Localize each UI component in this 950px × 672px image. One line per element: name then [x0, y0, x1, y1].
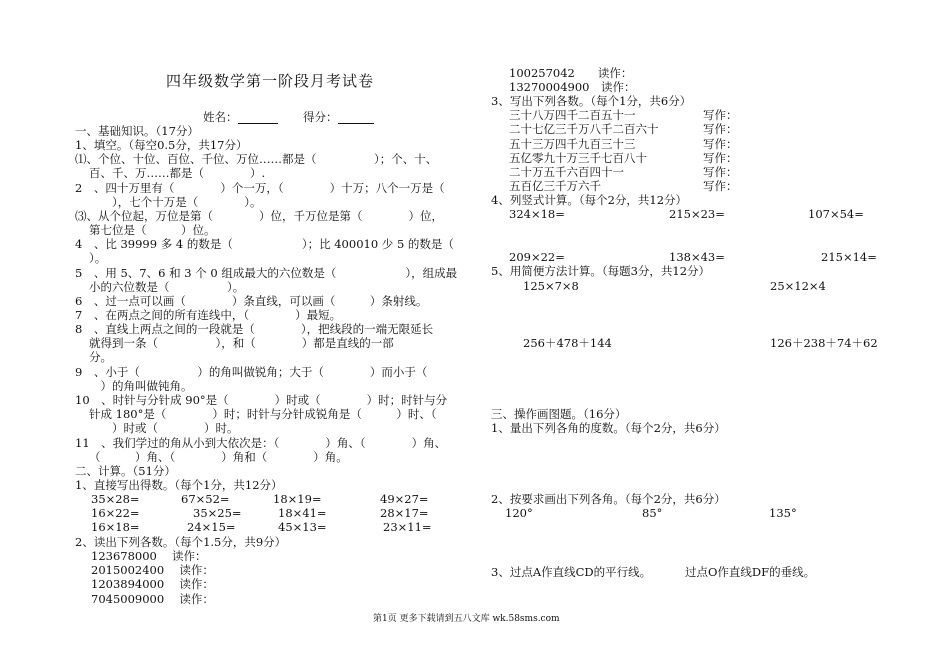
name-label: 姓名：: [203, 110, 238, 124]
section-2-heading: 二、计算。（51分）: [75, 464, 176, 478]
q2-line-2: ），七个十万是（ ）。: [89, 195, 262, 209]
q5-line-2: 小的六位数是（ ）。: [89, 280, 245, 294]
perpendicular-line-question: 过点O作直线DF的垂线。: [685, 565, 816, 579]
q8-line-3: 分。: [89, 350, 112, 364]
read-item: 123678000 读作：: [91, 549, 207, 563]
q9-line-1: 9 、小于（ ）的角叫做锐角；大于（ ）而小于（: [75, 365, 428, 379]
simplify-item: 25×12×4: [770, 279, 826, 293]
write-label: 写作：: [703, 108, 738, 122]
q11-line-2: （ ）角、（ ）角和（ ）角。: [89, 450, 348, 464]
write-label: 写作：: [703, 137, 738, 151]
q8-line-2: 就得到一条（ ），和（ ）都是直线的一部: [89, 336, 394, 350]
q10-line-2: 针成 180°是（ ）时；时针与分针成锐角是（ ）时、（: [89, 407, 437, 421]
write-item: 三十八万四千二百五十一: [509, 108, 636, 122]
write-label: 写作：: [703, 165, 738, 179]
score-blank: [338, 123, 374, 124]
oral-item: 16×18=: [91, 520, 140, 534]
q8-line-1: 8 、直线上两点之间的一段就是（ ），把线段的一端无限延长: [75, 322, 434, 336]
oral-item: 45×13=: [278, 520, 327, 534]
parallel-line-question: 3、过点A作直线CD的平行线。: [491, 565, 652, 579]
q4-line-2: ）。: [89, 251, 107, 265]
q11-line-1: 11 、我们学过的角从小到大依次是：（ ）角、（ ）角、: [75, 436, 447, 450]
write-item: 五十三万四千九百三十三: [509, 137, 636, 151]
vertical-calc-item: 209×22=: [509, 250, 565, 264]
oral-item: 18×19=: [273, 492, 322, 506]
write-item: 五百亿三千万六千: [509, 179, 601, 193]
vertical-calc-item: 138×43=: [669, 250, 725, 264]
read-item: 13270004900 读作：: [509, 80, 636, 94]
q5-line-1: 5 、用 5、7、6 和 3 个 0 组成最大的六位数是（ ），组成最: [75, 266, 458, 280]
oral-item: 35×25=: [193, 506, 242, 520]
q2-line-1: 2 、四十万里有（ ）个一万，（ ）十万；八个一万是（: [75, 181, 445, 195]
section-1-heading: 一、基础知识。（17分）: [75, 124, 199, 138]
page-footer: 第1页 更多下载请到五八文库 wk.58sms.com: [373, 614, 560, 624]
q1-line-2: 百、千、万……都是（ ）.: [89, 166, 266, 180]
measure-angle-question: 1、量出下列各角的度数。（每个2分，共6分）: [491, 421, 726, 435]
oral-item: 67×52=: [181, 492, 230, 506]
read-item: 7045009000 读作：: [91, 592, 214, 606]
q3-line-2: 第七位是（ ）位。: [89, 223, 216, 237]
read-item: 1203894000 读作：: [91, 577, 214, 591]
q1-line-1: ⑴、个位、十位、百位、千位、万位……都是（ ）；个、十、: [75, 152, 438, 166]
angle-135: 135°: [769, 506, 797, 520]
score-field: [303, 110, 374, 124]
write-item: 五亿零九十万三千七百八十: [509, 151, 647, 165]
write-label: 写作：: [703, 179, 738, 193]
fill-title: 1、填空。（每空0.5分，共17分）: [75, 138, 248, 152]
vertical-calc-item: 215×23=: [669, 207, 725, 221]
oral-item: 24×15=: [187, 520, 236, 534]
simplify-item: 126＋238＋74＋62: [770, 336, 878, 350]
q6-line: 6 、过一点可以画（ ）条直线，可以画（ ）条射线。: [75, 294, 428, 308]
write-label: 写作：: [703, 122, 738, 136]
name-blank: [238, 123, 278, 124]
read-item: 2015002400 读作：: [91, 563, 214, 577]
simplify-item: 256＋478＋144: [523, 336, 612, 350]
write-item: 二十万五千六百四十一: [509, 165, 624, 179]
oral-item: 16×22=: [91, 506, 140, 520]
vertical-calc-item: 215×14=: [821, 250, 877, 264]
score-label: 得分：: [303, 110, 338, 124]
vertical-calc-title: 4、列竖式计算。（每个2分，共12分）: [491, 193, 688, 207]
q7-line: 7 、在两点之间的所有连线中，（ ）最短。: [75, 308, 342, 322]
q3-line-1: ⑶、从个位起，万位是第（ ）位，千万位是第（ ）位，: [75, 209, 443, 223]
q10-line-1: 10 、时针与分针成 90°是（ ）时或（ ）时；时针与分: [75, 393, 448, 407]
oral-title: 1、直接写出得数。（每个1分，共12分）: [75, 478, 283, 492]
write-item: 二十七亿三千万八千二百六十: [509, 122, 659, 136]
oral-item: 49×27=: [380, 492, 429, 506]
name-field: [203, 110, 278, 124]
q4-line-1: 4 、比 39999 多 4 的数是（ ）；比 400010 少 5 的数是（: [75, 237, 454, 251]
read-title: 2、读出下列各数。（每个1.5分，共9分）: [75, 535, 287, 549]
angle-120: 120°: [505, 506, 533, 520]
vertical-calc-item: 324×18=: [509, 207, 565, 221]
section-3-heading: 三、操作画图题。（16分）: [491, 407, 627, 421]
vertical-calc-item: 107×54=: [808, 207, 864, 221]
page-title: 四年级数学第一阶段月考试卷: [166, 72, 375, 90]
read-item: 100257042 读作：: [509, 66, 633, 80]
oral-item: 28×17=: [380, 506, 429, 520]
oral-item: 35×28=: [91, 492, 140, 506]
draw-angle-question: 2、按要求画出下列各角。（每个2分，共6分）: [491, 492, 726, 506]
write-title: 3、写出下列各数。（每个1分，共6分）: [491, 94, 692, 108]
oral-item: 18×41=: [278, 506, 327, 520]
simplify-title: 5、用简便方法计算。（每题3分，共12分）: [491, 264, 711, 278]
angle-85: 85°: [642, 506, 663, 520]
q9-line-2: ）的角叫做钝角。: [89, 379, 193, 393]
oral-item: 23×11=: [383, 520, 432, 534]
simplify-item: 125×7×8: [523, 279, 579, 293]
write-label: 写作：: [703, 151, 738, 165]
q10-line-3: ）时或（ ）时。: [89, 421, 239, 435]
